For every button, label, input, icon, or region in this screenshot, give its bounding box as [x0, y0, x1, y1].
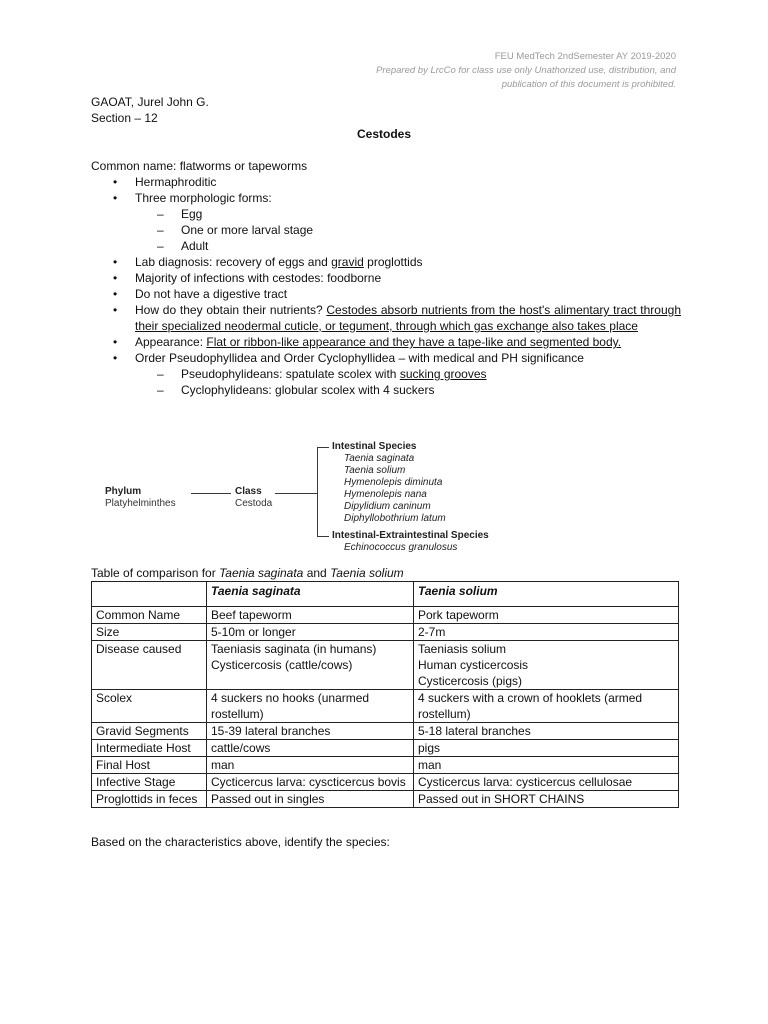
cell-line: Cysticercus larva: cysticercus cellulosae [418, 775, 633, 789]
cell-line: Disease caused [96, 642, 182, 656]
cyclo-text: Cyclophylideans: globular scolex with 4 suckers [181, 383, 435, 397]
cell-line: Cycticercus larva: cyscticercus bovis [211, 775, 406, 789]
footer-prompt: Based on the characteristics above, identify the species: [91, 835, 390, 849]
bracket-bottom [317, 536, 329, 537]
caption-species-1: Taenia saginata [219, 566, 304, 580]
sub-list-item [91, 366, 681, 382]
cell-line: 15-39 lateral branches [211, 724, 331, 738]
table-row [92, 607, 679, 624]
forms-label: Three morphologic forms: [135, 191, 272, 205]
cell-line: Taeniasis solium [418, 642, 507, 656]
cell-line: Final Host [96, 758, 151, 772]
lab-post: proglottids [363, 255, 423, 269]
class-label: Class [235, 486, 262, 497]
cell-line: 5-10m or longer [211, 625, 296, 639]
cell-line: Proglottids in feces [96, 792, 198, 806]
cell-line: Beef tapeworm [211, 608, 292, 622]
notes-section [91, 158, 681, 398]
cell-line: man [418, 758, 442, 772]
cell-saginata [207, 690, 414, 723]
intestinal-species-label: Intestinal Species [332, 441, 417, 452]
class-value: Cestoda [235, 498, 273, 509]
lab-pre: Lab diagnosis: recovery of eggs and [135, 255, 332, 269]
cell-line: Gravid Segments [96, 724, 189, 738]
cell-solium [414, 757, 679, 774]
connector-line [275, 493, 317, 494]
cell-line: 4 suckers no hooks (unarmed rostellum) [211, 691, 370, 721]
cell-line: Human cysticercosis [418, 658, 529, 672]
cell-saginata [207, 791, 414, 808]
species-item: Hymenolepis nana [344, 489, 427, 500]
table-header-row [92, 582, 679, 607]
lab-gravid: gravid [331, 255, 364, 269]
cell-solium [414, 641, 679, 690]
cell-line: 2-7m [418, 625, 446, 639]
cell-line: Infective Stage [96, 775, 176, 789]
cell-solium [414, 723, 679, 740]
nutrients-question: How do they obtain their nutrients? [135, 303, 327, 317]
species-item: Diphyllobothrium latum [344, 513, 446, 524]
cell-label [92, 607, 207, 624]
cell-saginata [207, 641, 414, 690]
common-name-line: Common name: flatworms or tapeworms [91, 159, 308, 173]
table-row [92, 723, 679, 740]
phylum-label: Phylum [105, 486, 142, 497]
order-text: Order Pseudophyllidea and Order Cyclophyllidea – with medical and PH significance [135, 351, 584, 365]
cell-line: pigs [418, 741, 441, 755]
comparison-table [91, 581, 679, 808]
cell-solium [414, 624, 679, 641]
pseudo-under: sucking grooves [399, 367, 487, 381]
sub-list-item [91, 238, 681, 254]
cell-line: cattle/cows [211, 741, 271, 755]
cell-line: 5-18 lateral branches [418, 724, 531, 738]
cell-line: Size [96, 625, 120, 639]
cell-line: 4 suckers with a crown of hooklets (armed rostellum) [418, 691, 643, 721]
table-row [92, 791, 679, 808]
sub-list-item [91, 206, 681, 222]
table-row [92, 624, 679, 641]
table-row [92, 740, 679, 757]
cell-label [92, 641, 207, 690]
species-item: Dipylidium caninum [344, 501, 431, 512]
cell-label [92, 774, 207, 791]
cell-solium [414, 607, 679, 624]
list-item [91, 286, 681, 302]
list-item [91, 270, 681, 286]
cell-line: Common Name [96, 608, 181, 622]
header-notice-line1: Prepared by LrcCo for class use only Unathorized use, distribution, and [376, 65, 676, 76]
cell-label [92, 740, 207, 757]
list-item [91, 334, 681, 350]
header-course: FEU MedTech 2ndSemester AY 2019-2020 [494, 51, 676, 62]
cell-solium [414, 774, 679, 791]
author-name: GAOAT, Jurel John G. [91, 95, 209, 109]
cell-saginata [207, 723, 414, 740]
table-body [92, 607, 679, 808]
cell-line: Passed out in singles [211, 792, 325, 806]
species-item: Taenia solium [344, 465, 406, 476]
list-item [91, 302, 681, 334]
header-notice-line2: publication of this document is prohibited. [501, 79, 676, 90]
header-cell-blank [92, 582, 207, 607]
notes-list [91, 174, 681, 398]
cell-label [92, 723, 207, 740]
author-section: Section – 12 [91, 111, 158, 125]
cell-line: man [211, 758, 235, 772]
cell-label [92, 757, 207, 774]
hermaphroditic-text: Hermaphroditic [135, 175, 217, 189]
cell-label [92, 624, 207, 641]
taxonomy-diagram [105, 437, 525, 559]
list-item [91, 350, 681, 366]
cell-saginata [207, 740, 414, 757]
header-cell-solium: Taenia solium [414, 582, 679, 607]
cell-saginata [207, 607, 414, 624]
cell-saginata [207, 774, 414, 791]
bracket-top [317, 447, 329, 448]
list-item [91, 174, 681, 190]
table-row [92, 690, 679, 723]
sub-list-item [91, 382, 681, 398]
cell-line: Scolex [96, 691, 133, 705]
page-title: Cestodes [356, 127, 412, 141]
cell-solium [414, 740, 679, 757]
cell-line: Taeniasis saginata (in humans) [211, 642, 377, 656]
majority-text: Majority of infections with cestodes: foodborne [135, 271, 382, 285]
caption-text: and [303, 566, 331, 580]
species-item: Taenia saginata [344, 453, 415, 464]
cell-line: Intermediate Host [96, 741, 191, 755]
appearance-text: Flat or ribbon-like appearance and they have a tape-like and segmented body. [206, 335, 622, 349]
cell-solium [414, 791, 679, 808]
extraintestinal-label: Intestinal-Extraintestinal Species [332, 530, 489, 541]
table-row [92, 757, 679, 774]
cell-line: Cysticercosis (pigs) [418, 674, 523, 688]
header-cell-saginata: Taenia saginata [207, 582, 414, 607]
form-egg: Egg [181, 207, 203, 221]
appearance-label: Appearance: [135, 335, 207, 349]
species-item: Hymenolepis diminuta [344, 477, 443, 488]
cell-line: Pork tapeworm [418, 608, 499, 622]
form-adult: Adult [181, 239, 209, 253]
author-block [91, 94, 209, 126]
table-row [92, 641, 679, 690]
cell-solium [414, 690, 679, 723]
cell-label [92, 791, 207, 808]
caption-species-2: Taenia solium [330, 566, 404, 580]
digestive-text: Do not have a digestive tract [135, 287, 288, 301]
cell-line: Cysticercosis (cattle/cows) [211, 658, 353, 672]
connector-line [191, 493, 231, 494]
form-larval: One or more larval stage [181, 223, 314, 237]
cell-saginata [207, 624, 414, 641]
table-caption [91, 565, 404, 581]
phylum-value: Platyhelminthes [105, 498, 176, 509]
cell-line: Passed out in SHORT CHAINS [418, 792, 585, 806]
bracket-line [317, 447, 318, 537]
cell-saginata [207, 757, 414, 774]
caption-text: Table of comparison for [91, 566, 220, 580]
list-item [91, 190, 681, 206]
pseudo-pre: Pseudophylideans: spatulate scolex with [181, 367, 400, 381]
cell-label [92, 690, 207, 723]
document-header [256, 50, 676, 92]
table-row [92, 774, 679, 791]
species-item: Echinococcus granulosus [344, 542, 458, 553]
sub-list-item [91, 222, 681, 238]
nutrients-answer: Cestodes absorb nutrients from the host's alimentary tract through their specialized neodermal cuticle, or tegument, through which gas exchange also takes place [135, 303, 681, 333]
list-item [91, 254, 681, 270]
